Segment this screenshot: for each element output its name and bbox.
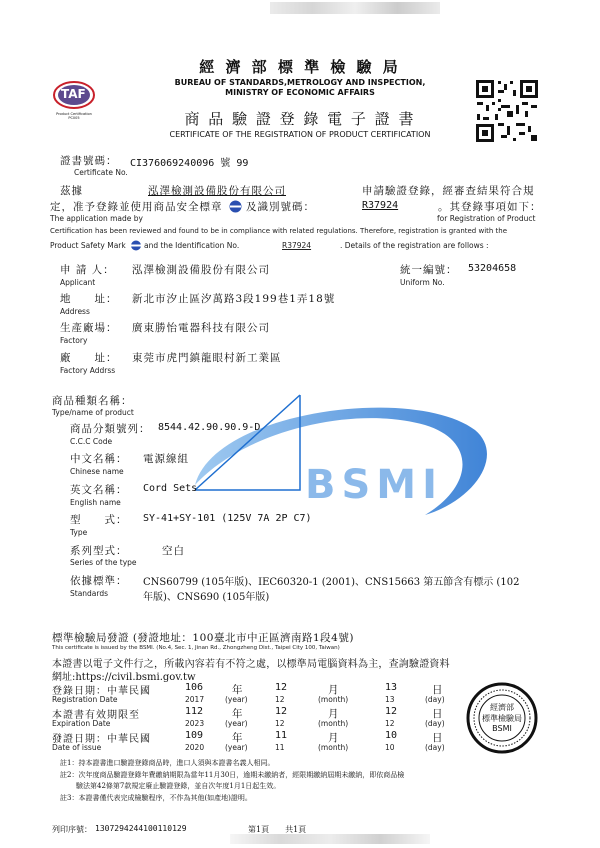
standards-value-1: CNS60799 (105年版)、IEC60320-1 (2001)、CNS15663 第五節含有標示 (102 — [143, 577, 520, 588]
cert-no-label: 證書號碼： — [60, 155, 118, 167]
uniform-label: 統一編號： — [400, 264, 458, 276]
issuer-line-2: This certificate is issued by the BSMI. (No.4, Sec. 1, Jinan Rd., Zhongzheng Dist., Taipei City 100, Taiwan) — [52, 645, 340, 651]
date-day: 13 — [385, 682, 398, 693]
date-year-unit-en: (year) — [225, 719, 248, 728]
print-serial-label: 列印序號： — [52, 825, 92, 834]
date-year-unit: 年 — [232, 708, 244, 720]
date-label: 本證書有效期限至 — [52, 710, 140, 721]
date-day-unit-en: (day) — [425, 719, 445, 728]
factory-label-en: Factory — [60, 336, 88, 345]
chinese-name-value: 電源線組 — [143, 453, 189, 465]
product-type-label: 商品種類名稱： — [52, 395, 133, 407]
date-year: 109 — [185, 730, 204, 741]
intro-text-2c: 。其登錄事項如下： — [438, 201, 542, 213]
bureau-title-en-1: BUREAU OF STANDARDS,METROLOGY AND INSPECTION, — [174, 78, 426, 87]
date-month-en: 12 — [275, 695, 285, 704]
note-3: 註3：本證書僅代表完成檢驗程序，不作為其他(如產地)證明。 — [60, 794, 252, 802]
date-day-unit-en: (day) — [425, 743, 445, 752]
english-name-label: 英文名稱： — [70, 484, 128, 496]
type-value: SY-41+SY-101 (125V 7A 2P C7) — [143, 513, 312, 524]
date-year-unit: 年 — [232, 732, 244, 744]
date-label-en: Registration Date — [52, 695, 118, 704]
date-month-unit-en: (month) — [318, 695, 349, 704]
date-day-unit-en: (day) — [425, 695, 445, 704]
taf-text: TAF — [61, 87, 86, 101]
scan-bar-bottom — [230, 834, 430, 844]
date-label: 發證日期：中華民國 — [52, 734, 151, 745]
date-day-en: 13 — [385, 695, 395, 704]
date-month-unit: 月 — [328, 708, 340, 720]
seal-line-1: 經濟部 — [490, 703, 514, 712]
date-month-unit: 月 — [328, 732, 340, 744]
address-value: 新北市汐止區汐萬路3段199巷1弄18號 — [132, 293, 336, 305]
date-day-en: 12 — [385, 719, 395, 728]
intro-text-5b: and the Identification No. — [144, 241, 240, 250]
type-label-en: Type — [70, 528, 88, 537]
date-day-unit: 日 — [432, 732, 444, 744]
intro-id-no: R37924 — [362, 200, 399, 211]
date-month-unit-en: (month) — [318, 743, 349, 752]
standards-label: 依據標準： — [70, 575, 128, 587]
chinese-name-label: 中文名稱： — [70, 453, 128, 465]
intro-text-3a: The application made by — [50, 214, 143, 223]
issuer-line-3: 本證書以電子文件行之，所載內容若有不符之處，以標準局電腦資料為主，查詢驗證資料 — [52, 659, 450, 670]
applicant-label: 申 請 人： — [60, 264, 115, 276]
factory-value: 廣東勝怡電器科技有限公司 — [132, 322, 270, 334]
print-serial-value: 1307294244100110129 — [95, 824, 187, 833]
official-seal — [466, 682, 538, 754]
uniform-value: 53204658 — [468, 263, 517, 274]
cert-no-label-en: Certificate No. — [74, 168, 128, 177]
date-label: 登錄日期：中華民國 — [52, 686, 151, 697]
date-year: 106 — [185, 682, 204, 693]
intro-text-5d: . Details of the registration are follows : — [340, 241, 489, 250]
date-year-en: 2017 — [185, 695, 205, 704]
scan-bar-top — [270, 2, 440, 14]
intro-text-5c: R37924 — [282, 241, 312, 250]
bsmi-watermark — [175, 390, 505, 550]
safety-mark-icon-small — [130, 240, 142, 251]
date-month: 12 — [275, 706, 288, 717]
issuer-url[interactable]: 網址:https://civil.bsmi.gov.tw — [52, 672, 196, 683]
series-label: 系列型式： — [70, 545, 128, 557]
date-month: 11 — [275, 730, 288, 741]
factory-address-label-en: Factory Addrss — [60, 366, 116, 375]
watermark-text: BSMI — [305, 462, 443, 508]
seal-line-3: BSMI — [492, 724, 512, 733]
date-month-unit: 月 — [328, 684, 340, 696]
type-label: 型 式： — [70, 514, 128, 526]
factory-address-label: 廠 址： — [60, 352, 118, 364]
applicant-label-en: Applicant — [60, 278, 96, 287]
date-day-en: 10 — [385, 743, 395, 752]
date-day: 10 — [385, 730, 398, 741]
certificate-title-zh: 商 品 驗 證 登 錄 電 子 證 書 — [184, 110, 416, 128]
intro-text-1a: 茲據 — [60, 185, 83, 197]
issuer-line-1: 標準檢驗局發證 (發證地址：100臺北市中正區濟南路1段4號) — [52, 632, 354, 644]
bureau-title-zh: 經 濟 部 標 準 檢 驗 局 — [199, 58, 401, 76]
ccc-label: 商品分類號列： — [70, 423, 151, 435]
date-year-en: 2020 — [185, 743, 205, 752]
date-month-en: 11 — [275, 743, 285, 752]
series-label-en: Series of the type — [70, 558, 137, 567]
date-label-en: Date of issue — [52, 743, 102, 752]
factory-address-value: 東莞市虎門鎮龍眼村新工業區 — [132, 352, 282, 364]
date-year-unit-en: (year) — [225, 743, 248, 752]
address-label-en: Address — [60, 307, 90, 316]
intro-text-4: Certification has been reviewed and found to be in compliance with related regulations. Therefore, registration is granted with the — [50, 227, 508, 235]
taf-caption: Product Certification PC005 — [56, 112, 92, 120]
date-day-unit: 日 — [432, 708, 444, 720]
date-day: 12 — [385, 706, 398, 717]
ccc-label-en: C.C.C Code — [70, 437, 113, 446]
date-month: 12 — [275, 682, 288, 693]
date-year-unit-en: (year) — [225, 695, 248, 704]
standards-label-en: Standards — [70, 589, 109, 598]
safety-mark-icon — [229, 200, 242, 213]
date-month-en: 12 — [275, 719, 285, 728]
seal-line-2: 標準檢驗局 — [482, 714, 522, 723]
applicant-value: 泓澤檢測設備股份有限公司 — [132, 264, 270, 276]
certificate-title-en: CERTIFICATE OF THE REGISTRATION OF PRODUCT CERTIFICATION — [169, 130, 431, 139]
cert-no-value: CI376069240096 號 99 — [130, 158, 249, 169]
date-year: 112 — [185, 706, 204, 717]
date-month-unit-en: (month) — [318, 719, 349, 728]
ccc-value: 8544.42.90.90.9-D — [158, 422, 261, 433]
intro-text-5a: Product Safety Mark — [50, 241, 126, 250]
factory-label: 生產廠場： — [60, 322, 118, 334]
date-year-unit: 年 — [232, 684, 244, 696]
page-indicator: 第1頁 共1頁 — [248, 825, 307, 834]
english-name-label-en: English name — [70, 498, 121, 507]
address-label: 地 址： — [60, 293, 118, 305]
standards-value-2: 年版)、CNS690 (105年版) — [143, 592, 270, 603]
note-2a: 註2：次年度商品驗證登錄年費繳納期限為當年11月30日，逾期未繳納者，經限期繳納屆期未繳納，即依商品檢 — [60, 771, 405, 779]
chinese-name-label-en: Chinese name — [70, 467, 124, 476]
date-label-en: Expiration Date — [52, 719, 111, 728]
uniform-label-en: Uniform No. — [400, 278, 445, 287]
product-type-label-en: Type/name of product — [52, 408, 134, 417]
note-2b: 驗法第42條第7款規定廢止驗證登錄，並自次年度1月1日起生效。 — [76, 782, 281, 790]
intro-applicant: 泓澤檢測設備股份有限公司 — [148, 185, 286, 197]
intro-text-2b: 及識別號碼： — [246, 201, 315, 213]
date-day-unit: 日 — [432, 684, 444, 696]
intro-text-1b: 申請驗證登錄，經審查結果符合規 — [362, 185, 535, 197]
note-1: 註1：持本證書進口驗證登錄商品時，進口人須與本證書名義人相同。 — [60, 759, 275, 767]
bureau-title-en-2: MINISTRY OF ECONOMIC AFFAIRS — [225, 88, 375, 97]
date-year-en: 2023 — [185, 719, 205, 728]
english-name-value: Cord Sets — [143, 483, 198, 494]
intro-text-2a: 定，准予登錄並使用商品安全標章 — [50, 201, 223, 213]
intro-text-3b: for Registration of Product — [437, 214, 536, 223]
series-value: 空白 — [162, 545, 185, 557]
